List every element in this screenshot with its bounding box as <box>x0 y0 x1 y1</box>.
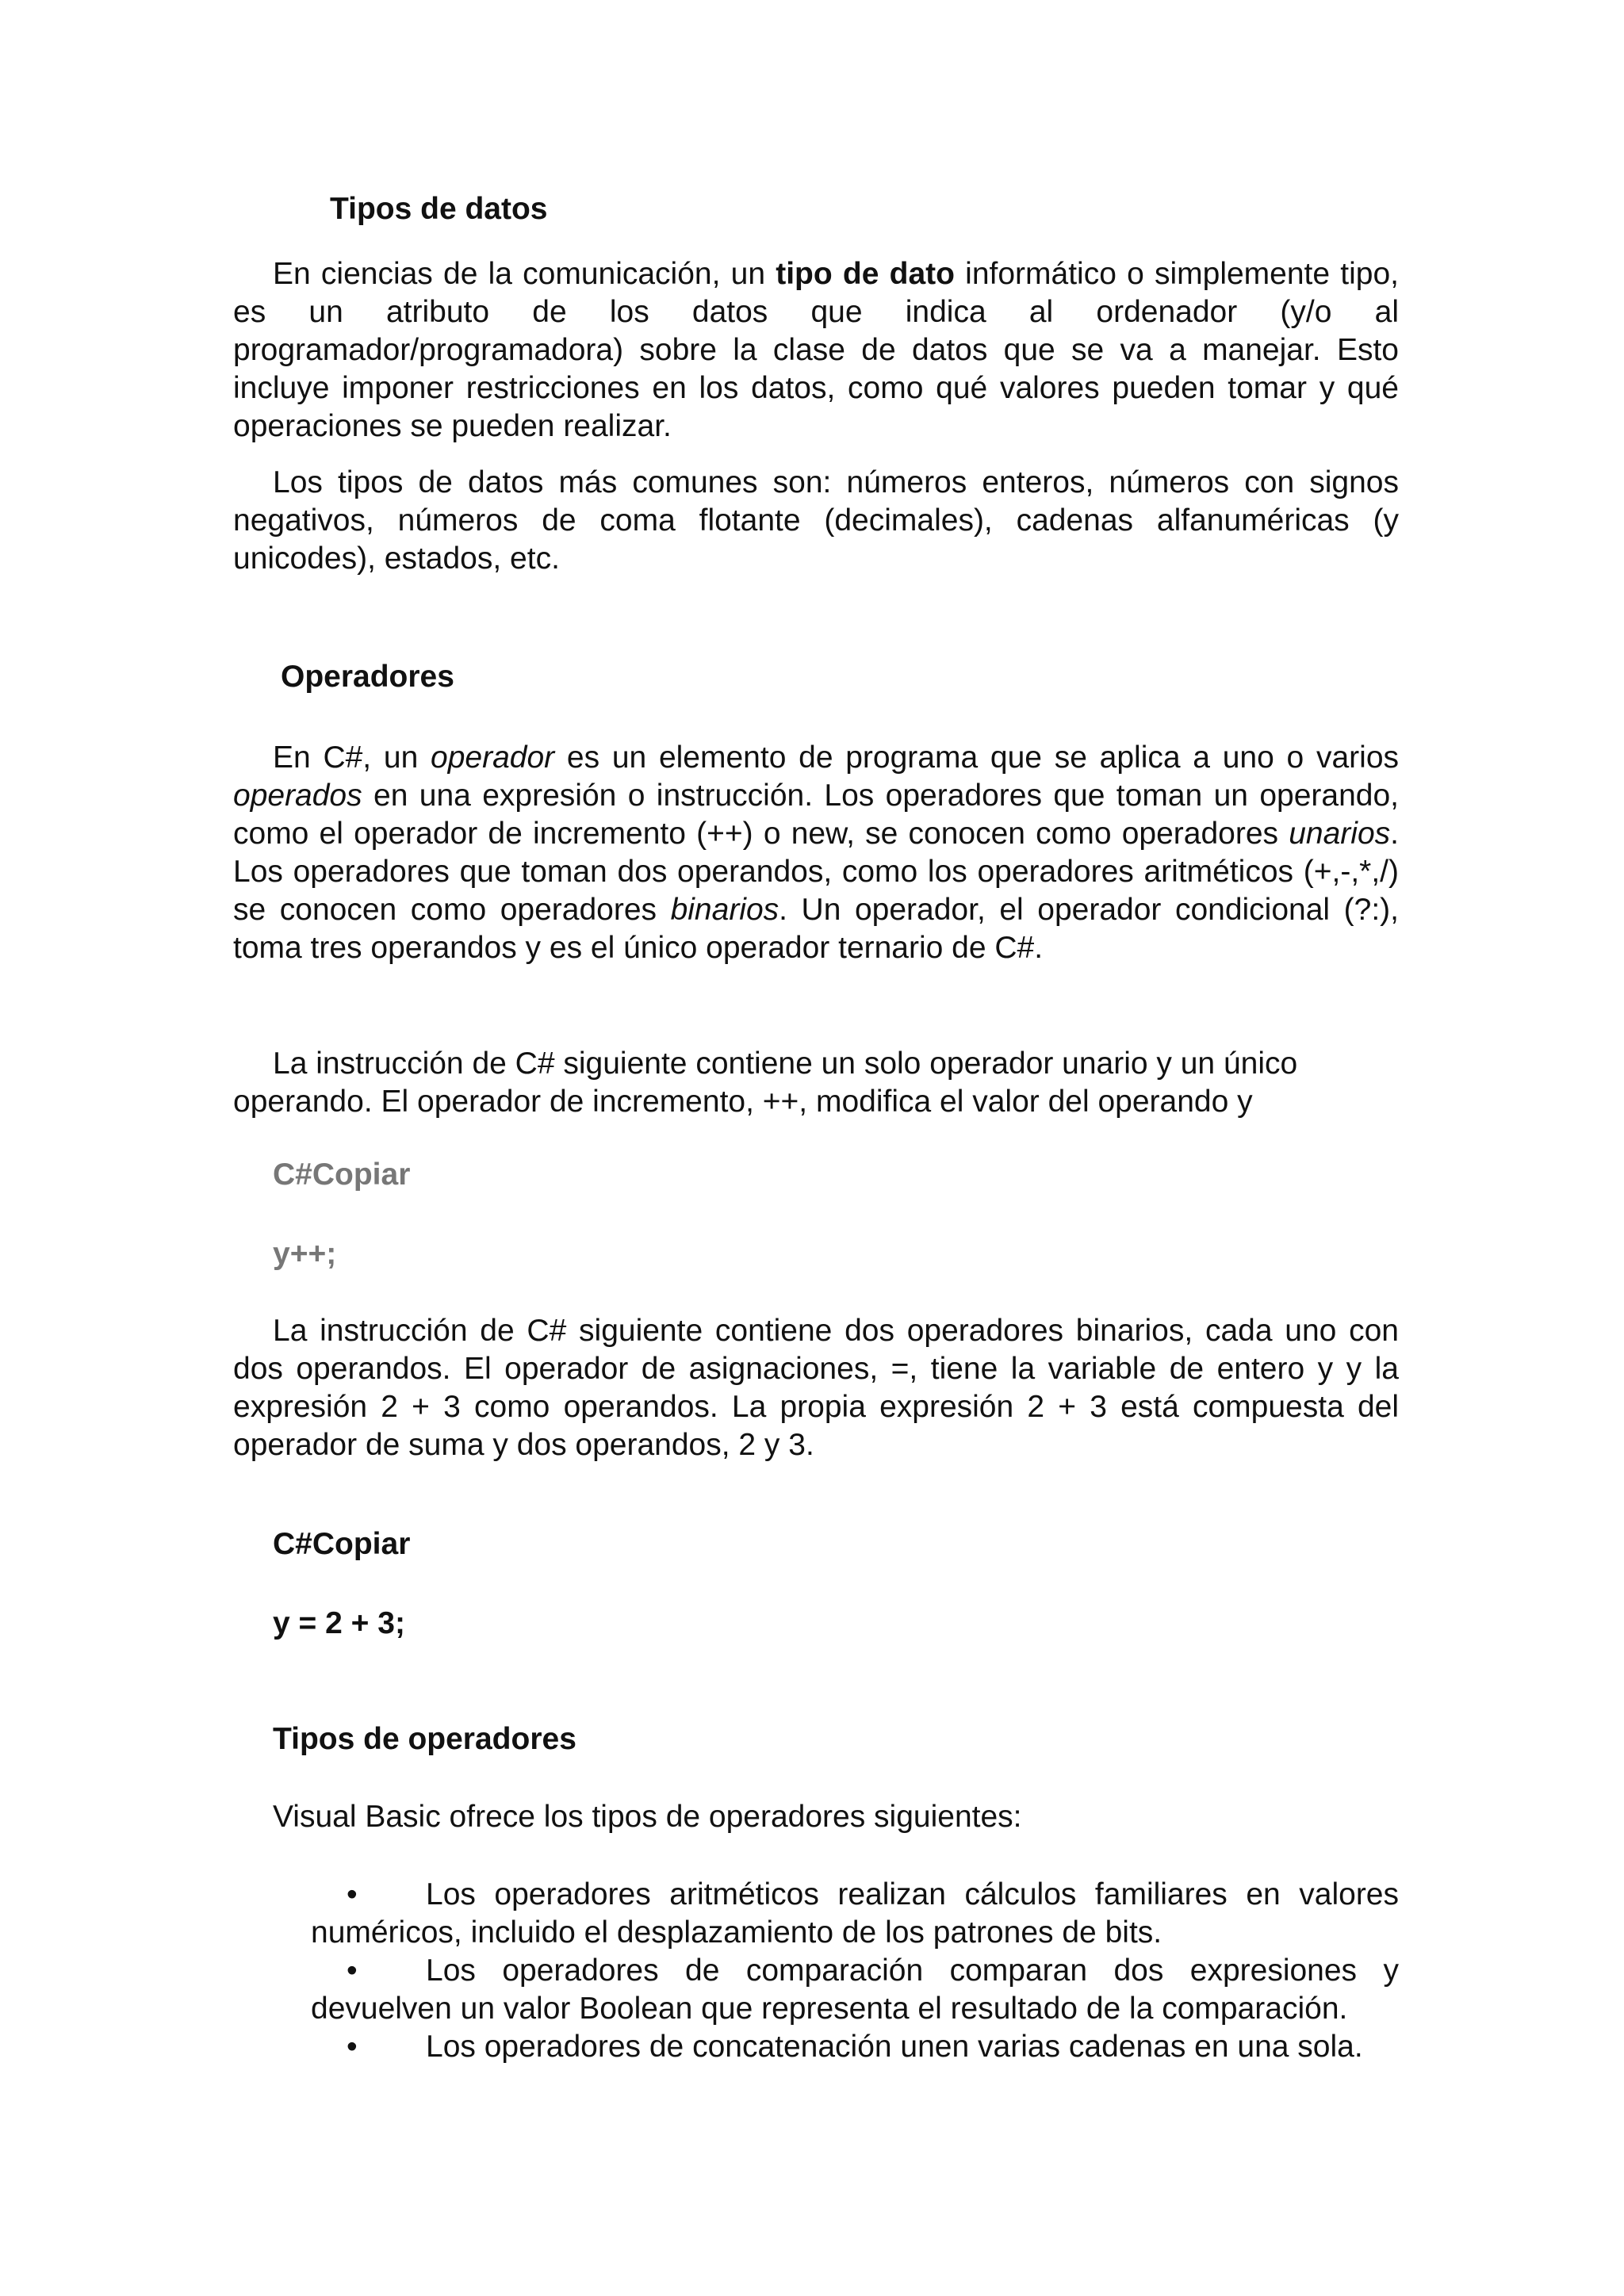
operator-types-list <box>311 1876 1399 2066</box>
paragraph-text: es un elemento de programa que se aplica a uno o varios <box>554 740 1400 775</box>
code-snippet-binary: y = 2 + 3; <box>273 1606 405 1640</box>
bullet-icon: • <box>347 1877 358 1911</box>
list-item-text: Los operadores de concatenación unen varias cadenas en una sola. <box>426 2030 1363 2064</box>
list-item <box>311 1876 1399 1952</box>
bullet-icon: • <box>347 1954 358 1988</box>
paragraph-text: . Los operadores que toman dos operandos, como los operadores aritméticos (+,-,*,/) se conocen como operadores <box>233 817 1399 927</box>
paragraph-tipos-de-datos-definition <box>233 255 1399 446</box>
list-item-text: Los operadores aritméticos realizan cálculos familiares en valores numéricos, incluido el desplazamiento de los patrones de bits. <box>311 1877 1399 1950</box>
list-item <box>311 1952 1399 2028</box>
paragraph-text: informático o simplemente tipo, es un atributo de los datos que indica al ordenador (y/o al programador/programadora) sobre la clase de datos que se va a manejar. Esto incluye imponer restricciones en los datos, como qué valores pueden tomar y qué operaciones se pueden realizar. <box>233 257 1399 443</box>
code-label-copiar: C#Copiar <box>273 1527 411 1561</box>
code-snippet-unary: y++; <box>273 1237 337 1271</box>
heading-tipos-de-operadores: Tipos de operadores <box>273 1722 576 1756</box>
bold-term: tipo de dato <box>776 257 955 291</box>
italic-term: binarios <box>670 893 779 927</box>
paragraph-tipos-comunes: Los tipos de datos más comunes son: números enteros, números con signos negativos, números de coma flotante (decimales), cadenas alfanuméricas (y unicodes), estados, etc. <box>233 465 1399 576</box>
paragraph-tipos-operadores-intro: Visual Basic ofrece los tipos de operadores siguientes: <box>273 1800 1022 1834</box>
paragraph-text: En ciencias de la comunicación, un <box>273 257 776 291</box>
paragraph-instruccion-binaria: La instrucción de C# siguiente contiene dos operadores binarios, cada uno con dos operandos. El operador de asignaciones, =, tiene la variable de entero y y la expresión 2 + 3 como operandos. La propia expresión 2 + 3 está compuesta del operador de suma y dos operandos, 2 y 3. <box>233 1314 1399 1462</box>
heading-tipos-de-datos: Tipos de datos <box>330 192 548 226</box>
bullet-icon: • <box>347 2030 358 2064</box>
heading-operadores: Operadores <box>281 660 454 694</box>
paragraph-operadores-definition <box>233 739 1399 967</box>
paragraph-text: en una expresión o instrucción. Los operadores que toman un operando, como el operador de incremento (++) o new, se conocen como operadores <box>233 779 1399 851</box>
paragraph-instruccion-unaria: La instrucción de C# siguiente contiene un solo operador unario y un único operando. El operador de incremento, ++, modifica el valor del operando y <box>233 1047 1298 1119</box>
paragraph-text: En C#, un <box>273 740 431 775</box>
code-label-copiar: C#Copiar <box>273 1158 411 1192</box>
italic-term: operador <box>431 740 555 775</box>
italic-term: operados <box>233 779 362 813</box>
paragraph-text: . Un operador, el operador condicional (?:), toma tres operandos y es el único operador ternario de C#. <box>233 893 1399 965</box>
list-item-text: Los operadores de comparación comparan dos expresiones y devuelven un valor Boolean que representa el resultado de la comparación. <box>311 1954 1399 2026</box>
list-item <box>311 2028 1399 2066</box>
italic-term: unarios <box>1289 817 1391 851</box>
